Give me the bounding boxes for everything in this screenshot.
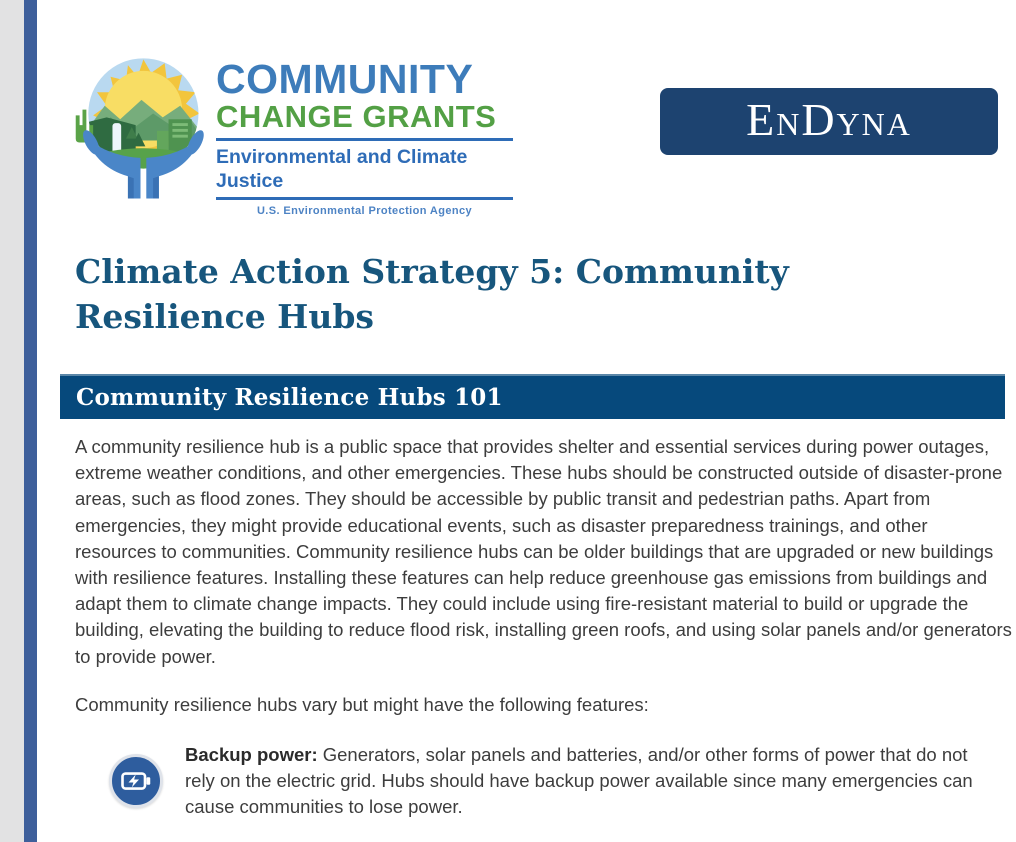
page-title-line1: Climate Action Strategy 5: Community — [75, 252, 789, 291]
document-page — [37, 0, 1016, 842]
epa-logo-title: COMMUNITY — [216, 56, 474, 102]
feature-text — [185, 742, 985, 821]
feature-description: Generators, solar panels and batteries, and/or other forms of power that do not rely on the electric grid. Hubs should have backup power available since many emergencies can cause communities to lose power. — [185, 744, 973, 818]
epa-logo-tagline: Environmental and Climate Justice — [216, 146, 468, 192]
epa-logo-subtitle: CHANGE GRANTS — [216, 99, 497, 134]
epa-logo-text — [216, 58, 516, 217]
features-intro: Community resilience hubs vary but might have the following features: — [75, 694, 649, 715]
epa-logo-agency: U.S. Environmental Protection Agency — [256, 205, 473, 217]
hands-holding-landscape-icon — [68, 53, 213, 201]
intro-paragraph: A community resilience hub is a public space that provides shelter and essential services during power outages, extreme weather conditions, and other emergencies. These hubs should be constructed outside of disaster-prone areas, such as flood zones. They should be accessible by public transit and pedestrian paths. Apart from emergencies, they might provide educational events, such as disaster preparedness trainings, and other resources to communities. Community resilience hubs can be older buildings that are upgraded or new buildings with resilience features. Installing these features can help reduce greenhouse gas emissions from buildings and adapt them to climate change impacts. They could include using fire-resistant material to build or upgrade the building, elevating the building to reduce flood risk, installing green roofs, and using solar panels and/or generators to provide power. — [75, 436, 1012, 667]
endyna-logo — [660, 88, 998, 155]
page-title-line2: Resilience Hubs — [75, 297, 374, 336]
section-header-bar — [60, 374, 1005, 419]
feature-backup-power — [75, 742, 1013, 821]
page-title — [75, 249, 875, 339]
window-left-gutter — [0, 0, 24, 842]
epa-logo-divider-bottom — [216, 197, 513, 200]
epa-logo-divider-top — [216, 138, 513, 141]
battery-bolt-icon — [109, 754, 163, 808]
section-header-title: Community Resilience Hubs 101 — [76, 384, 503, 411]
feature-label: Backup power: — [185, 744, 318, 765]
endyna-logo-text: EnDyna — [746, 93, 912, 145]
document-left-border — [24, 0, 37, 842]
